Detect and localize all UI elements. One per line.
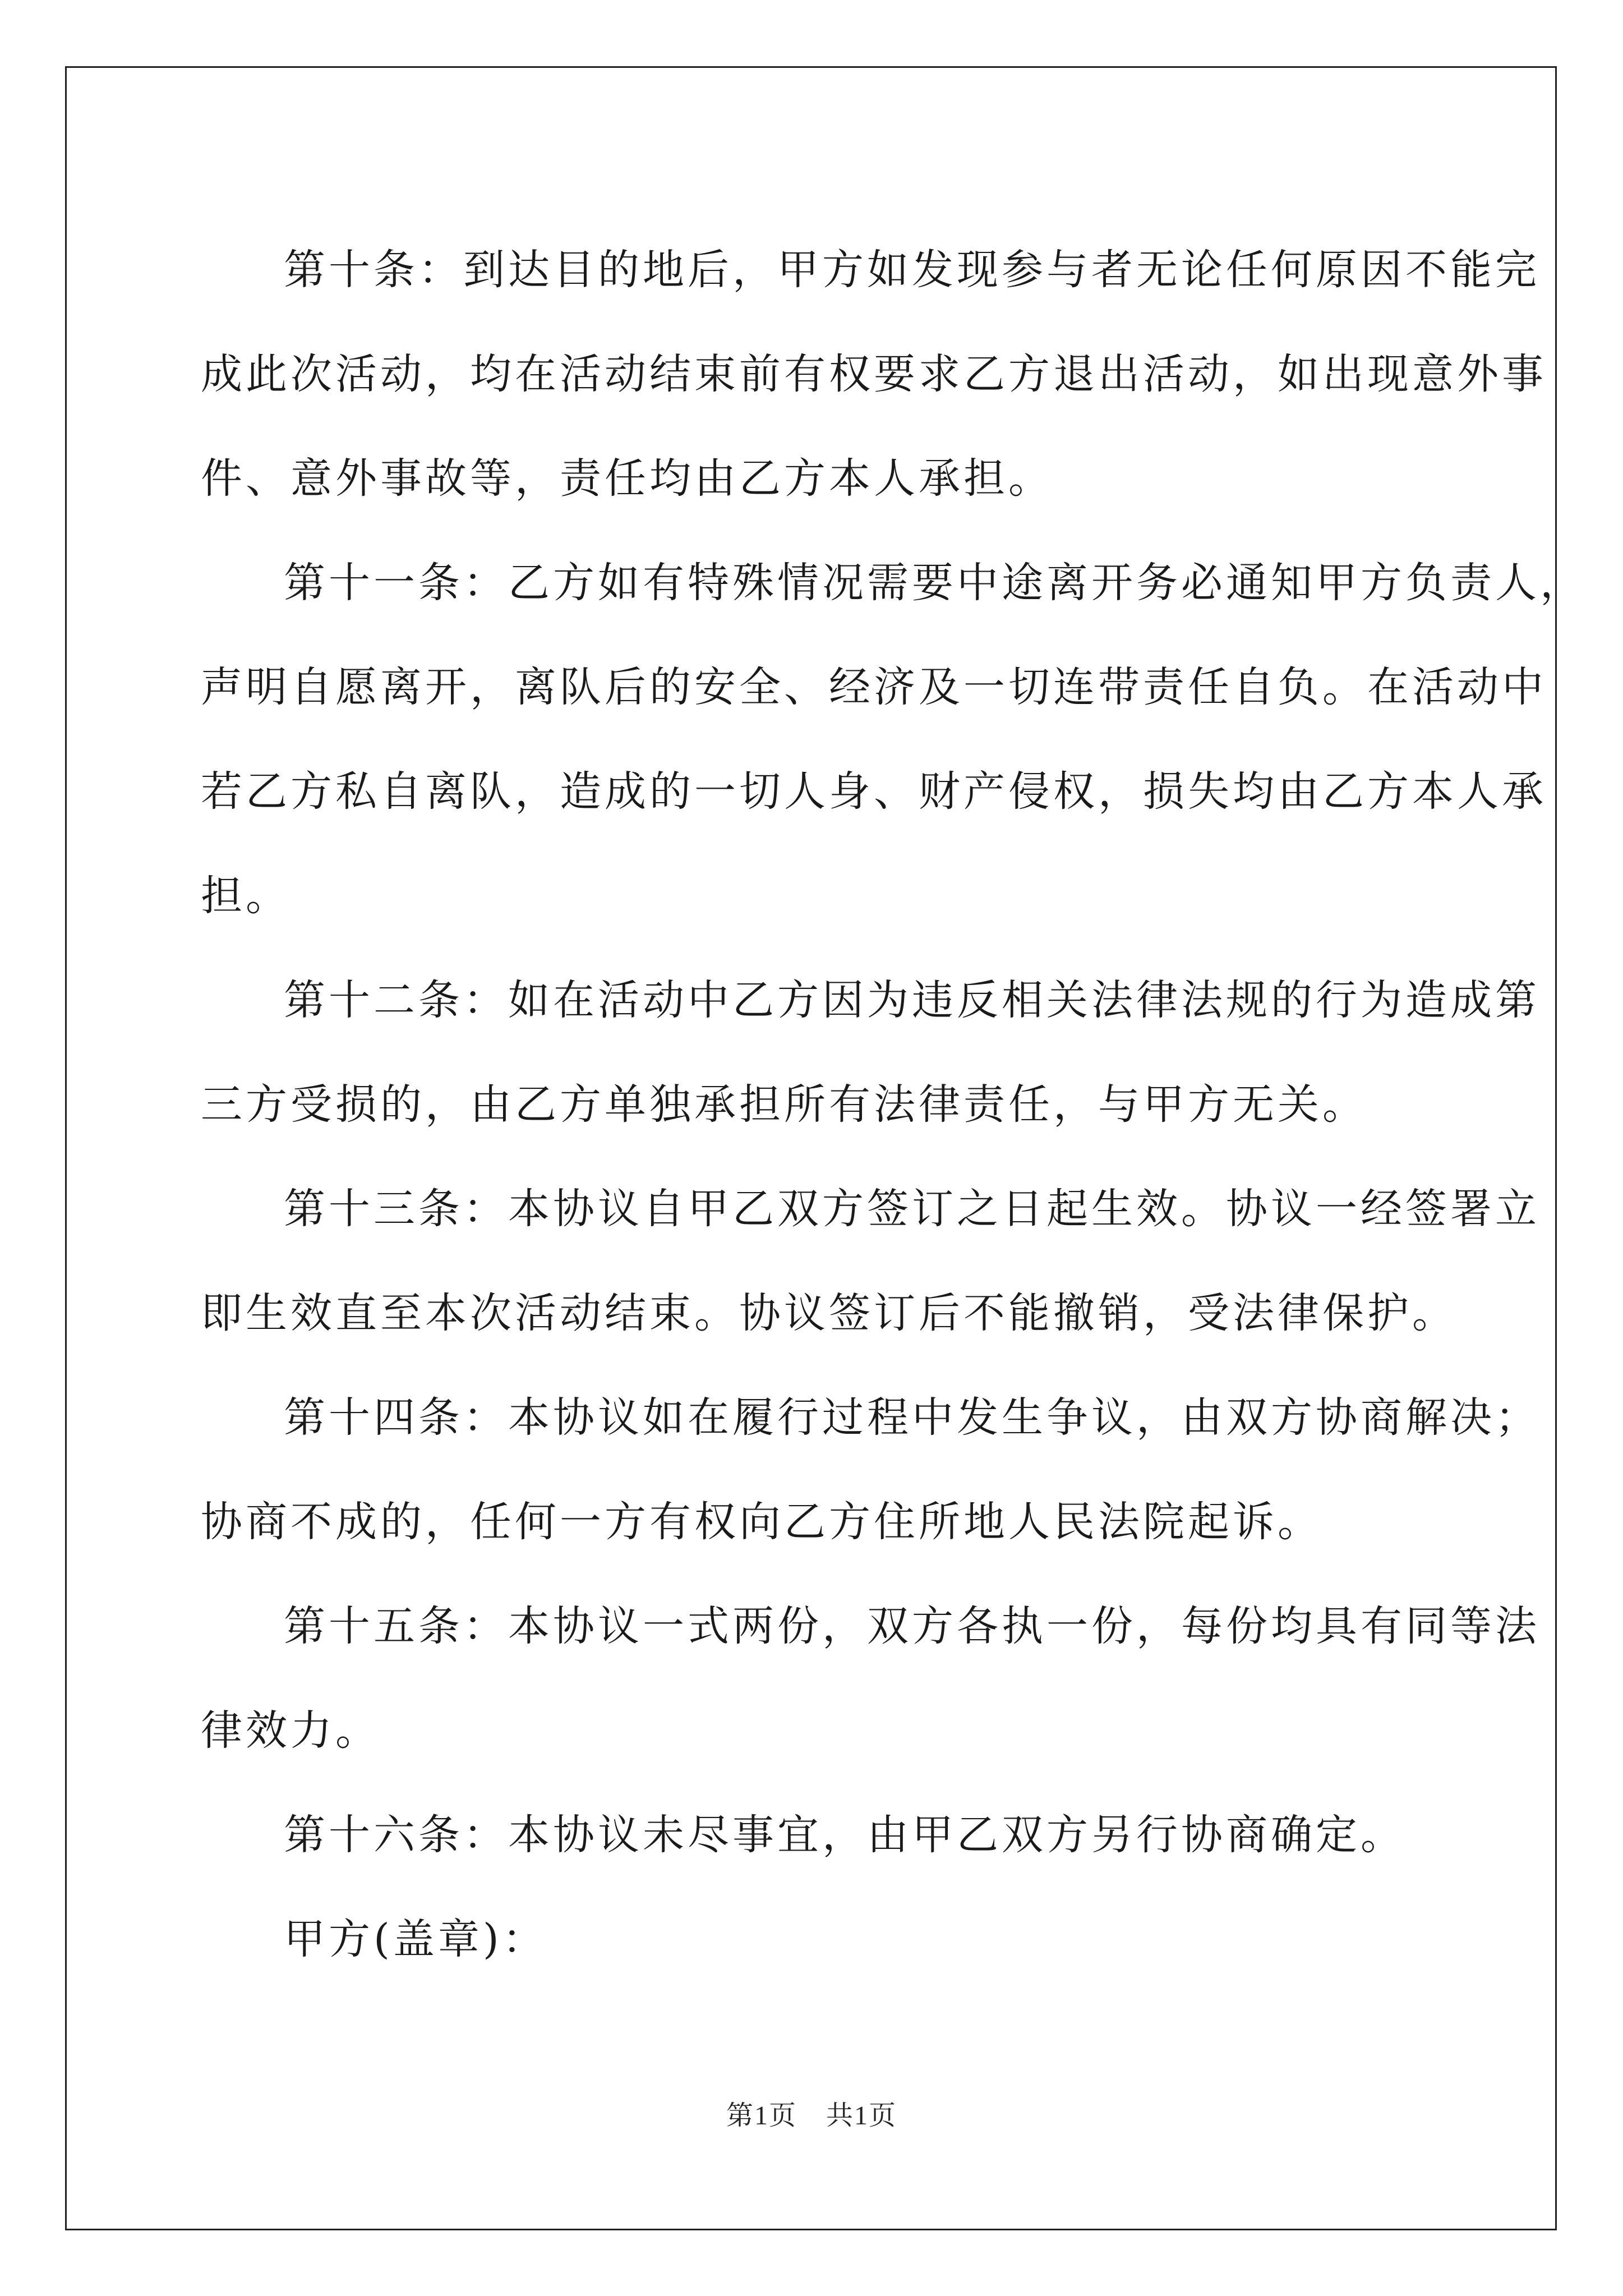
- paragraph-line: 第十三条：本协议自甲乙双方签订之日起生效。协议一经签署立: [284, 1185, 1540, 1233]
- paragraph-line: 第十二条：如在活动中乙方因为违反相关法律法规的行为造成第: [284, 976, 1540, 1024]
- article-13-paragraph: [201, 1157, 1540, 1365]
- paragraph-line: 第十六条：本协议未尽事宜，由甲乙双方另行协商确定。: [284, 1811, 1405, 1859]
- paragraph-line: 即生效直至本次活动结束。协议签订后不能撤销，受法律保护。: [201, 1289, 1457, 1337]
- paragraph-line: 三方受损的，由乙方单独承担所有法律责任，与甲方无关。: [201, 1080, 1367, 1129]
- paragraph-line: 第十条：到达目的地后，甲方如发现参与者无论任何原因不能完: [284, 246, 1540, 294]
- article-16-paragraph: [201, 1783, 1423, 1887]
- paragraph-line: 若乙方私自离队，造成的一切人身、财产侵权，损失均由乙方本人承: [201, 767, 1547, 816]
- article-12-paragraph: [201, 948, 1540, 1157]
- article-11-paragraph: [201, 531, 1585, 948]
- page-number-current: 第1页: [726, 2101, 797, 2131]
- paragraph-line: 件、意外事故等，责任均由乙方本人承担。: [201, 454, 1053, 503]
- page-number-total: 共1页: [826, 2101, 897, 2131]
- paragraph-line: 成此次活动，均在活动结束前有权要求乙方退出活动，如出现意外事: [201, 350, 1547, 398]
- paragraph-line: 协商不成的，任何一方有权向乙方住所地人民法院起诉。: [201, 1498, 1322, 1546]
- article-15-paragraph: [201, 1574, 1540, 1783]
- paragraph-line: 甲方(盖章)：: [284, 1915, 547, 1963]
- document-body: [201, 218, 1585, 1991]
- paragraph-line: 律效力。: [201, 1706, 380, 1755]
- article-14-paragraph: [201, 1365, 1540, 1574]
- party-a-seal-paragraph: [201, 1887, 1423, 1991]
- page-footer: [0, 2093, 1623, 2132]
- article-10-paragraph: [201, 218, 1547, 531]
- paragraph-line: 第十一条：乙方如有特殊情况需要中途离开务必通知甲方负责人，: [284, 559, 1585, 607]
- paragraph-line: 第十四条：本协议如在履行过程中发生争议，由双方协商解决；: [284, 1393, 1540, 1442]
- paragraph-line: 担。: [201, 872, 291, 920]
- paragraph-line: 声明自愿离开，离队后的安全、经济及一切连带责任自负。在活动中: [201, 663, 1547, 711]
- paragraph-line: 第十五条：本协议一式两份，双方各执一份，每份均具有同等法: [284, 1602, 1540, 1650]
